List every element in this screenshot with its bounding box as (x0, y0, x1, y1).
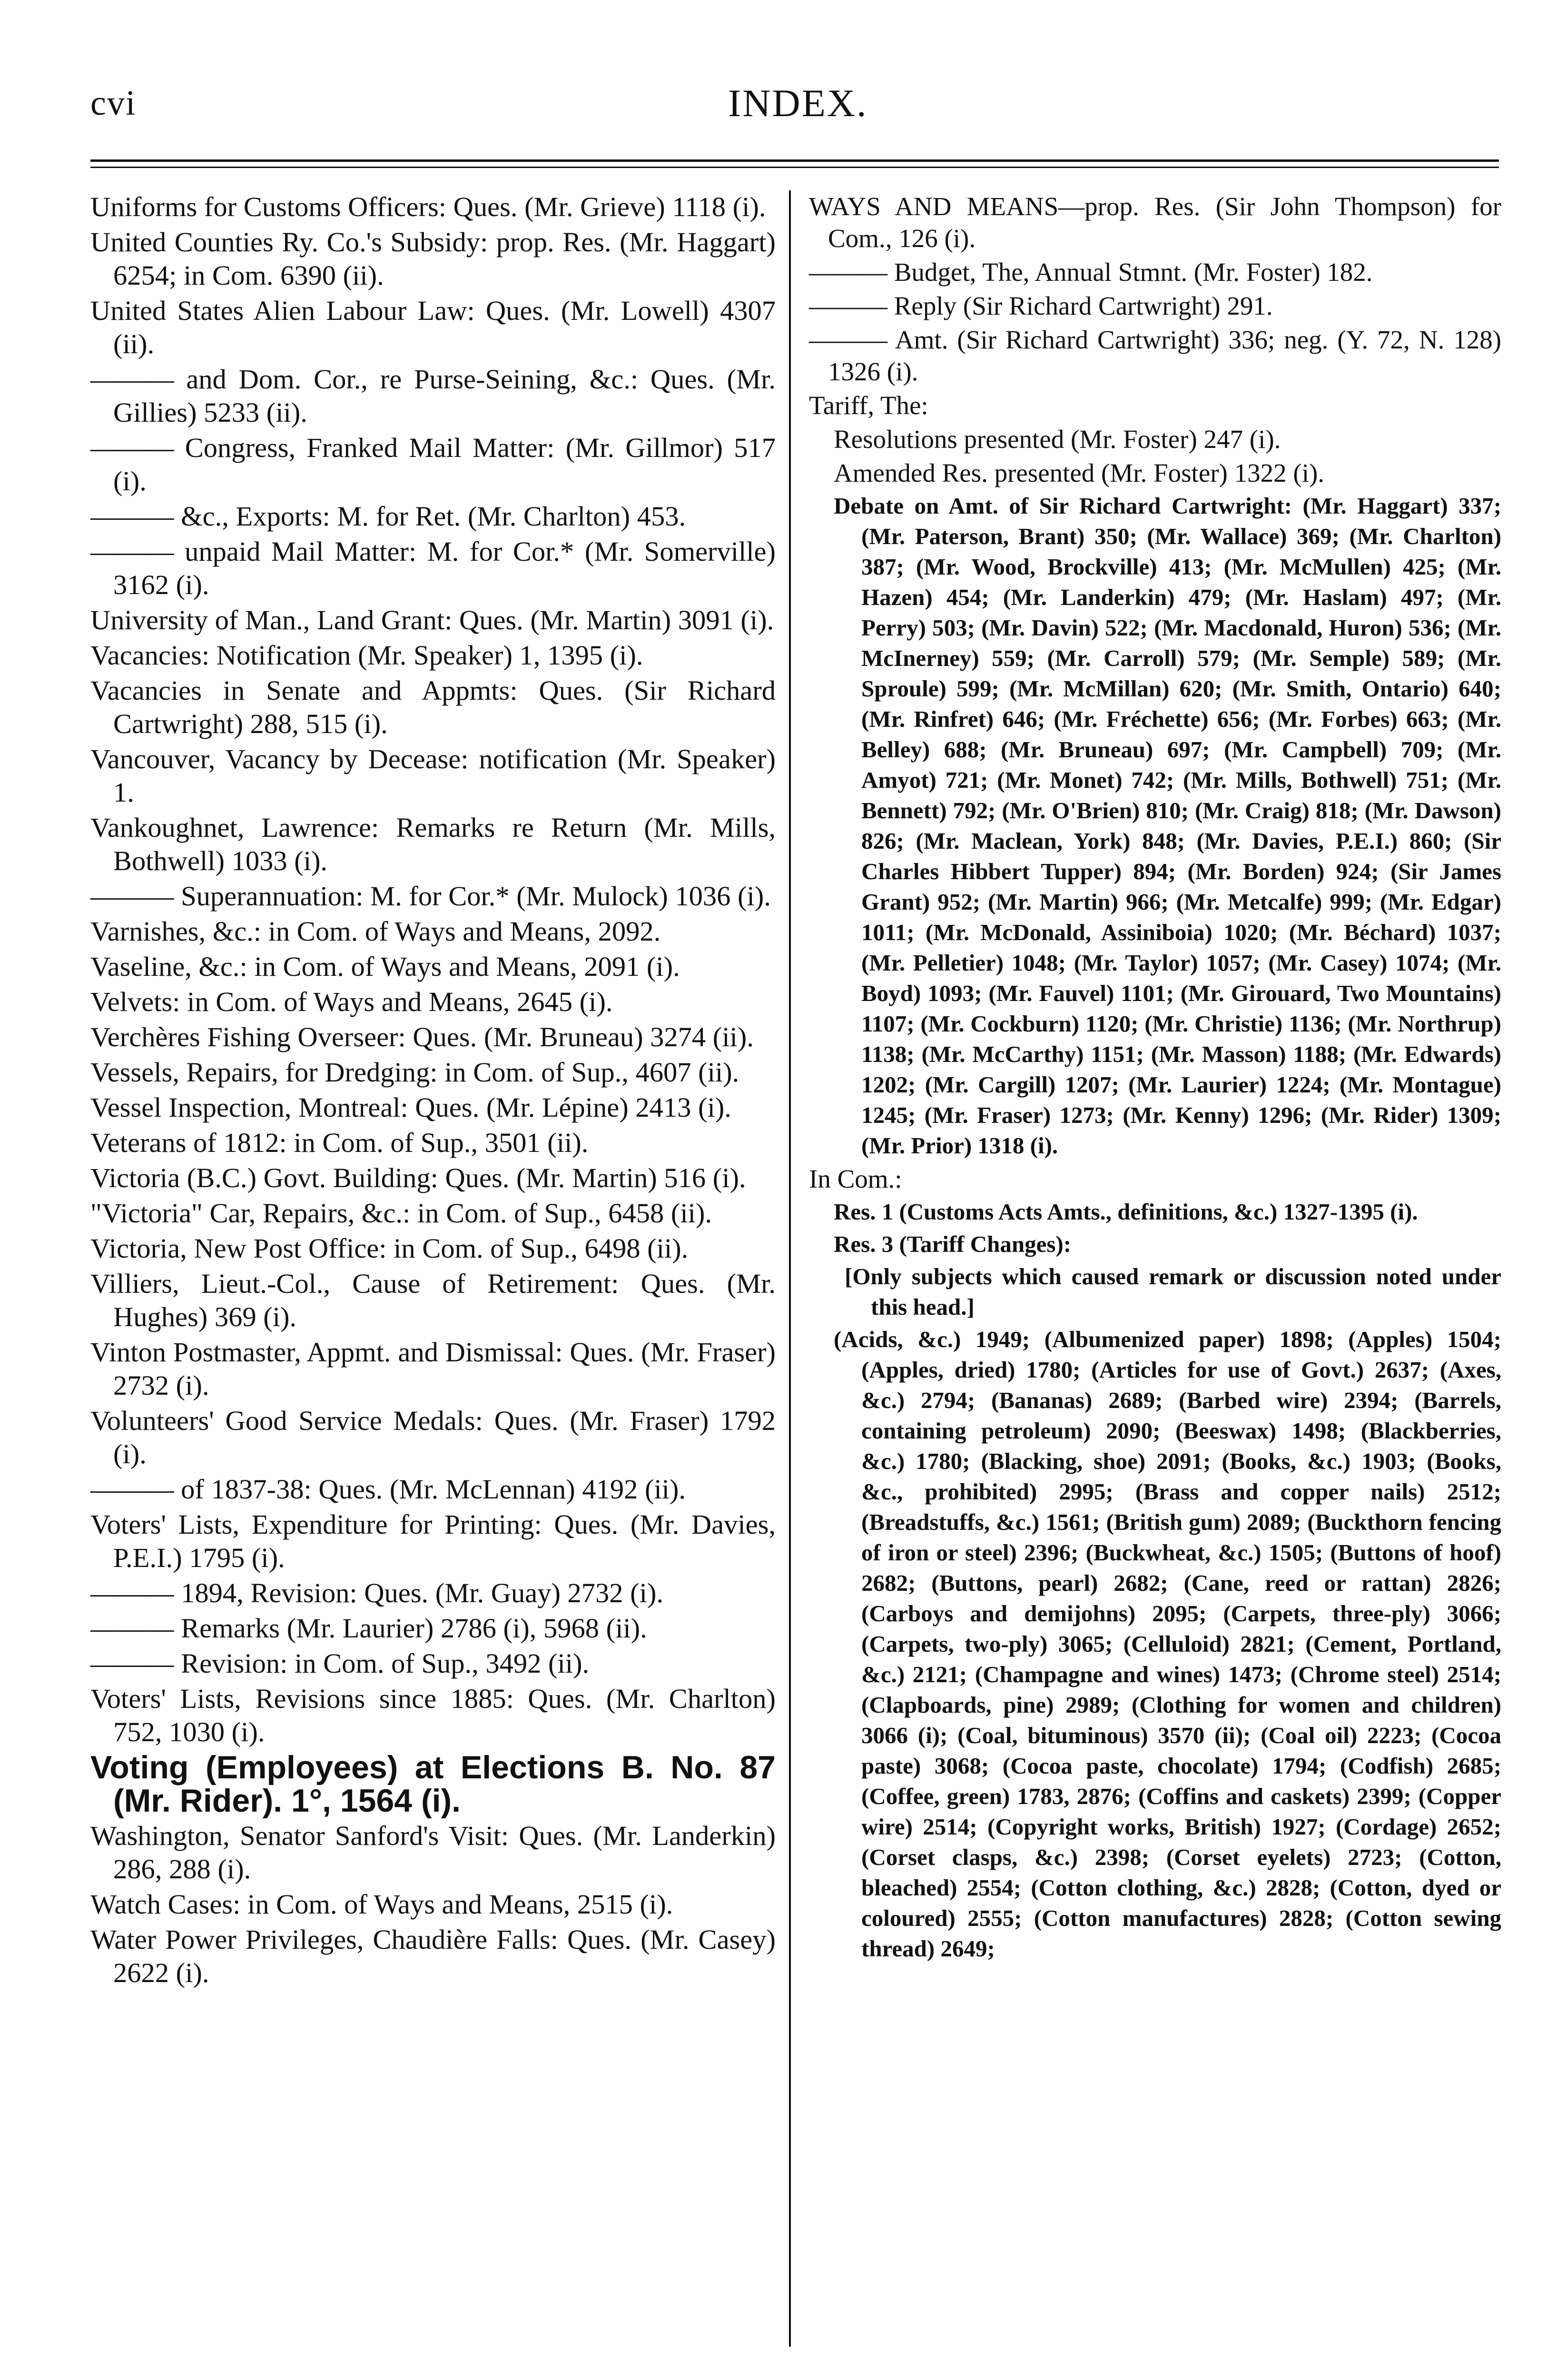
page-header (0, 0, 1567, 143)
index-entry: ——— Budget, The, Annual Stmnt. (Mr. Foster) 182. (809, 258, 1373, 287)
index-entry: ——— 1894, Revision: Ques. (Mr. Guay) 2732 (i). (90, 1577, 664, 1608)
index-entry: Water Power Privileges, Chaudière Falls: Ques. (Mr. Casey) 2622 (i). (90, 1924, 776, 1988)
index-entry: Watch Cases: in Com. of Ways and Means, 2515 (i). (90, 1889, 673, 1920)
index-entry: Verchères Fishing Overseer: Ques. (Mr. Bruneau) 3274 (ii). (90, 1021, 754, 1052)
index-entry: Uniforms for Customs Officers: Ques. (Mr. Grieve) 1118 (i). (90, 191, 766, 222)
header-rule (90, 159, 1499, 162)
index-entry: ——— and Dom. Cor., re Purse-Seining, &c.: Ques. (Mr. Gillies) 5233 (ii). (90, 364, 776, 428)
index-entry: United States Alien Labour Law: Ques. (Mr. Lowell) 4307 (ii). (90, 295, 776, 359)
header-rule-thin (90, 167, 1499, 168)
index-entry: Victoria, New Post Office: in Com. of Sup., 6498 (ii). (90, 1233, 689, 1264)
index-entry: Res. 1 (Customs Acts Amts., definitions, &c.) 1327-1395 (i). (834, 1199, 1418, 1225)
index-entry: Veterans of 1812: in Com. of Sup., 3501 (ii). (90, 1127, 589, 1158)
index-entry: ——— &c., Exports: M. for Ret. (Mr. Charlton) 453. (90, 501, 686, 532)
index-entry: Vacancies in Senate and Appmts: Ques. (Sir Richard Cartwright) 288, 515 (i). (90, 675, 776, 739)
index-entry: Victoria (B.C.) Govt. Building: Ques. (Mr. Martin) 516 (i). (90, 1162, 746, 1193)
index-entry: Vacancies: Notification (Mr. Speaker) 1, 1395 (i). (90, 640, 643, 671)
index-entry: Vaseline, &c.: in Com. of Ways and Means, 2091 (i). (90, 951, 680, 982)
index-entry: Vankoughnet, Lawrence: Remarks re Return (Mr. Mills, Bothwell) 1033 (i). (90, 812, 776, 876)
index-entry: Res. 3 (Tariff Changes): (834, 1231, 1072, 1257)
index-entry: Washington, Senator Sanford's Visit: Ques. (Mr. Landerkin) 286, 288 (i). (90, 1820, 776, 1884)
index-entry: Vinton Postmaster, Appmt. and Dismissal: Ques. (Mr. Fraser) 2732 (i). (90, 1337, 776, 1401)
index-entry: ——— Revision: in Com. of Sup., 3492 (ii). (90, 1648, 590, 1679)
index-entry: Velvets: in Com. of Ways and Means, 2645 (i). (90, 986, 613, 1017)
index-entry: Vancouver, Vacancy by Decease: notification (Mr. Speaker) 1. (90, 744, 776, 808)
index-entry: ——— Reply (Sir Richard Cartwright) 291. (809, 291, 1273, 320)
index-note: [Only subjects which caused remark or discussion noted under this head.] (845, 1263, 1501, 1320)
index-entry: Vessels, Repairs, for Dredging: in Com. of Sup., 4607 (ii). (90, 1057, 739, 1088)
index-entry: Voters' Lists, Revisions since 1885: Ques. (Mr. Charlton) 752, 1030 (i). (90, 1683, 776, 1747)
index-entry: Volunteers' Good Service Medals: Ques. (Mr. Fraser) 1792 (i). (90, 1405, 776, 1469)
index-entry-heading: WAYS AND MEANS—prop. Res. (Sir John Thompson) for Com., 126 (i). (809, 192, 1501, 253)
index-entry: Varnishes, &c.: in Com. of Ways and Means, 2092. (90, 916, 661, 947)
index-entry: United Counties Ry. Co.'s Subsidy: prop. Res. (Mr. Haggart) 6254; in Com. 6390 (ii). (90, 227, 776, 291)
page-number: cvi (90, 84, 137, 123)
index-entry: Villiers, Lieut.-Col., Cause of Retirement: Ques. (Mr. Hughes) 369 (i). (90, 1268, 776, 1332)
index-column-left (90, 190, 776, 1992)
index-entry: Amended Res. presented (Mr. Foster) 1322 (i). (834, 458, 1325, 487)
index-entry: University of Man., Land Grant: Ques. (Mr. Martin) 3091 (i). (90, 605, 774, 635)
index-entry: "Victoria" Car, Repairs, &c.: in Com. of Sup., 6458 (ii). (90, 1198, 712, 1229)
index-entry: ——— Congress, Franked Mail Matter: (Mr. Gillmor) 517 (i). (90, 432, 776, 496)
index-entry: ——— Superannuation: M. for Cor.* (Mr. Mulock) 1036 (i). (90, 881, 771, 912)
index-entry: Resolutions presented (Mr. Foster) 247 (i). (834, 425, 1281, 454)
index-entry: Vessel Inspection, Montreal: Ques. (Mr. Lépine) 2413 (i). (90, 1092, 731, 1123)
index-entry: ——— unpaid Mail Matter: M. for Cor.* (Mr. Somerville) 3162 (i). (90, 536, 776, 600)
page-title: INDEX. (728, 81, 868, 125)
index-subheading: In Com.: (809, 1164, 902, 1193)
index-column-right (809, 190, 1501, 1966)
index-entry-debate: Debate on Amt. of Sir Richard Cartwright: (Mr. Haggart) 337; (Mr. Paterson, Brant) 350; (Mr. Wallace) 369; (Mr. Charlton) 387; (Mr. Wood, Brockville) 413; (Mr. McMullen) 425; (Mr. Hazen) 454; (Mr. Landerkin) 479; (Mr. Haslam) 497; (Mr. Perry) 503; (Mr. Davin) 522; (Mr. Macdonald, Huron) 536; (Mr. McInerney) 559; (Mr. Carroll) 579; (Mr. Semple) 589; (Mr. Sproule) 599; (Mr. McMillan) 620; (Mr. Smith, Ontario) 640; (Mr. Rinfret) 646; (Mr. Fréchette) 656; (Mr. Forbes) 663; (Mr. Belley) 688; (Mr. Bruneau) 697; (Mr. Campbell) 709; (Mr. Amyot) 721; (Mr. Monet) 742; (Mr. Mills, Bothwell) 751; (Mr. Bennett) 792; (Mr. O'Brien) 810; (Mr. Craig) 818; (Mr. Dawson) 826; (Mr. Maclean, York) 848; (Mr. Davies, P.E.I.) 860; (Sir Charles Hibbert Tupper) 894; (Mr. Borden) 924; (Sir James Grant) 952; (Mr. Martin) 966; (Mr. Metcalfe) 999; (Mr. Edgar) 1011; (Mr. McDonald, Assiniboia) 1020; (Mr. Béchard) 1037; (Mr. Pelletier) 1048; (Mr. Taylor) 1057; (Mr. Casey) 1074; (Mr. Boyd) 1093; (Mr. Fauvel) 1101; (Mr. Girouard, Two Mountains) 1107; (Mr. Cockburn) 1120; (Mr. Christie) 1136; (Mr. Northrup) 1138; (Mr. McCarthy) 1151; (Mr. Masson) 1188; (Mr. Edwards) 1202; (Mr. Cargill) 1207; (Mr. Laurier) 1224; (Mr. Montague) 1245; (Mr. Fraser) 1273; (Mr. Kenny) 1296; (Mr. Rider) 1309; (Mr. Prior) 1318 (i). (834, 493, 1501, 1159)
column-divider (789, 190, 791, 2347)
index-entry: ——— Amt. (Sir Richard Cartwright) 336; neg. (Y. 72, N. 128) 1326 (i). (809, 325, 1501, 386)
index-entry-tariff-items: (Acids, &c.) 1949; (Albumenized paper) 1898; (Apples) 1504; (Apples, dried) 1780; (Articles for use of Govt.) 2637; (Axes, &c.) 2794; (Bananas) 2689; (Barbed wire) 2394; (Barrels, containing petroleum) 2090; (Beeswax) 1498; (Blackberries, &c.) 1780; (Blacking, shoe) 2091; (Books, &c.) 1903; (Books, &c., prohibited) 2995; (Brass and copper nails) 2512; (Breadstuffs, &c.) 1561; (British gum) 2089; (Buckthorn fencing of iron or steel) 2396; (Buckwheat, &c.) 1505; (Buttons of hoof) 2682; (Buttons, pearl) 2682; (Cane, reed or rattan) 2826; (Carboys and demijohns) 2095; (Carpets, three-ply) 3066; (Carpets, two-ply) 3065; (Celluloid) 2821; (Cement, Portland, &c.) 2121; (Champagne and wines) 1473; (Chrome steel) 2514; (Clapboards, pine) 2989; (Clothing for women and children) 3066 (i); (Coal, bituminous) 3570 (ii); (Coal oil) 2223; (Cocoa paste) 3068; (Cocoa paste, chocolate) 1794; (Codfish) 2685; (Coffee, green) 1783, 2876; (Coffins and caskets) 2399; (Copper wire) 2514; (Copyright works, British) 1927; (Cordage) 2652; (Corset clasps, &c.) 2398; (Corset eyelets) 2723; (Cotton, bleached) 2554; (Cotton clothing, &c.) 2828; (Cotton, dyed or coloured) 2555; (Cotton manufactures) 2828; (Cotton sewing thread) 2649; (834, 1326, 1501, 1962)
index-entry: ——— of 1837-38: Ques. (Mr. McLennan) 4192 (ii). (90, 1474, 686, 1505)
index-entry: Voters' Lists, Expenditure for Printing: Ques. (Mr. Davies, P.E.I.) 1795 (i). (90, 1509, 776, 1573)
index-entry-bill: Voting (Employees) at Elections B. No. 87 (Mr. Rider). 1°, 1564 (i). (90, 1749, 776, 1819)
index-entry: ——— Remarks (Mr. Laurier) 2786 (i), 5968 (ii). (90, 1613, 647, 1644)
index-subheading: Tariff, The: (809, 391, 928, 420)
